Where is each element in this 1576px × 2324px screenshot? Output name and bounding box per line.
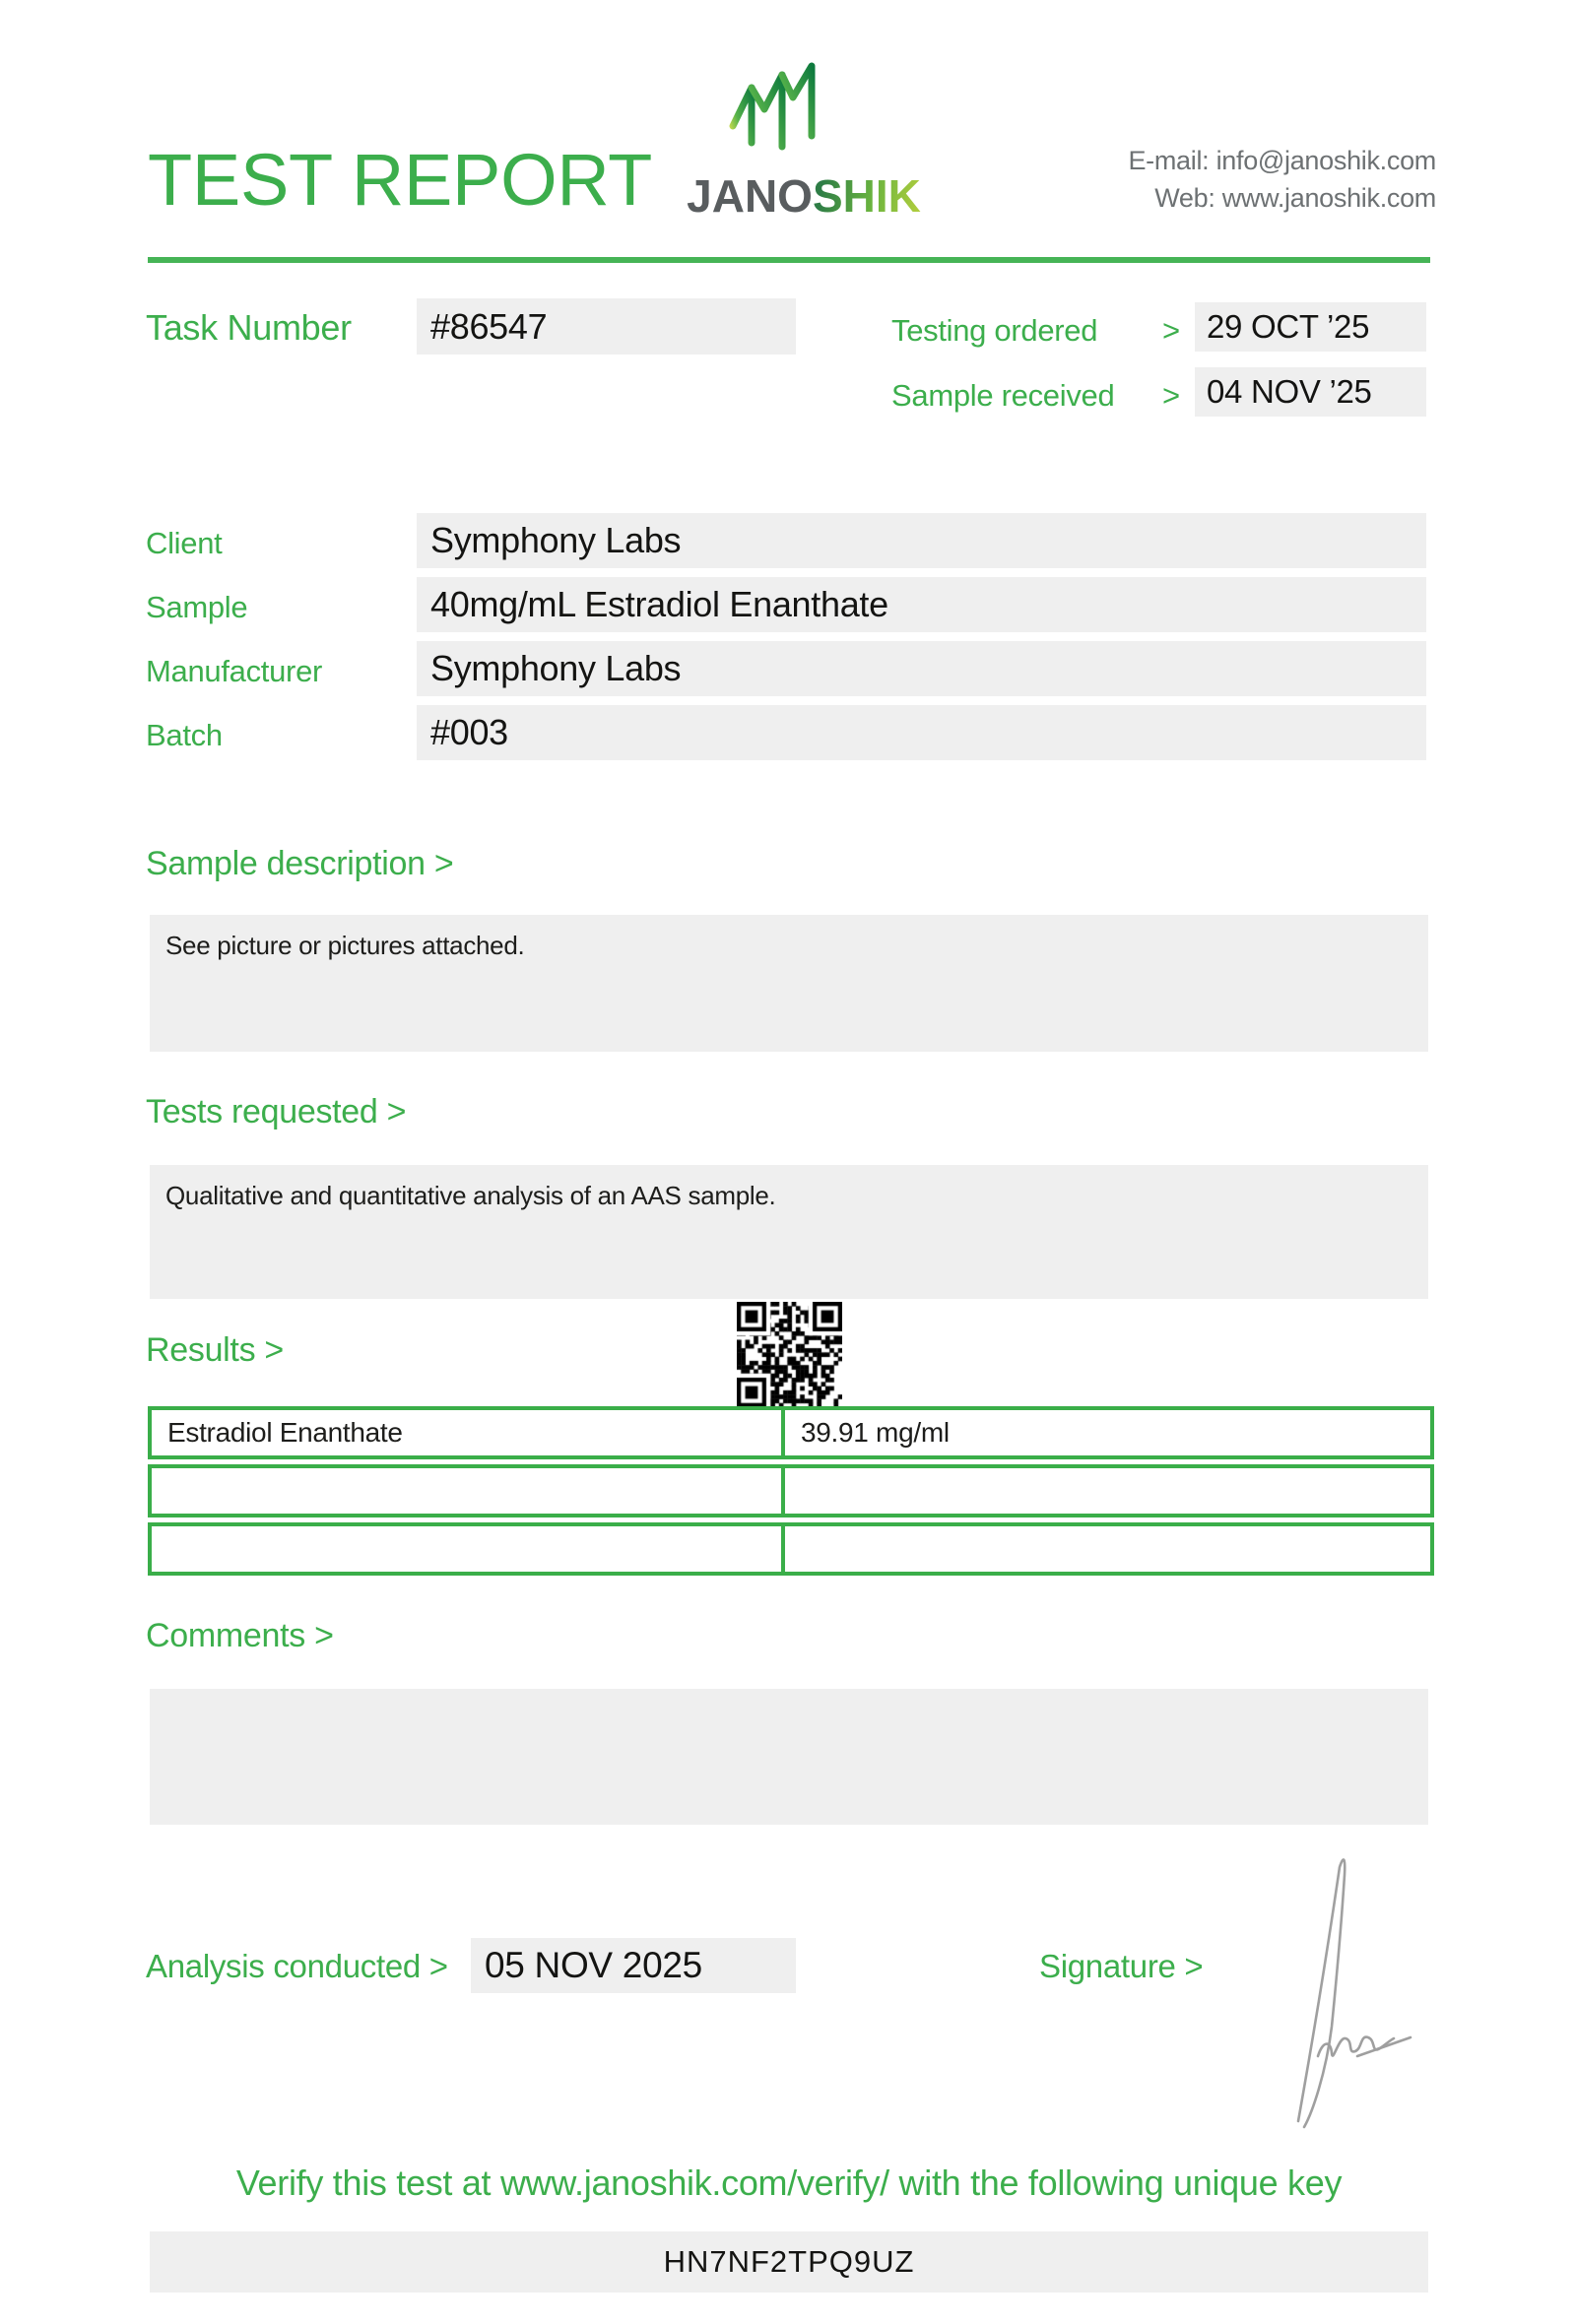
comments-title: Comments > [146,1617,334,1654]
comments-text [150,1689,1428,1705]
table-row [148,1464,1434,1517]
unique-key-field [150,2231,1428,2292]
sample-label: Sample [146,590,248,624]
table-row [148,1406,1434,1459]
sample-value: 40mg/mL Estradiol Enanthate [430,584,888,624]
sample-received-field [1195,367,1426,417]
verify-instruction: Verify this test at www.janoshik.com/verify/ with the following unique key [235,2163,1343,2203]
logo-wordmark [676,169,932,223]
batch-field [417,705,1426,760]
contact-web: Web: www.janoshik.com [1154,183,1436,213]
qr-code [737,1302,842,1407]
sample-received-value: 04 NOV ’25 [1207,373,1372,410]
task-number-value: #86547 [430,305,548,347]
tests-requested-title: Tests requested > [146,1093,407,1130]
results-table [148,1406,1434,1581]
batch-value: #003 [430,712,508,752]
signature-scribble [1261,1834,1428,2134]
batch-label: Batch [146,718,223,752]
sample-received-label: Sample received [891,378,1115,413]
task-number-label: Task Number [146,307,352,348]
analysis-conducted-label: Analysis conducted > [146,1948,448,1984]
result-value: 39.91 mg/ml [801,1417,950,1448]
comments-box [150,1689,1428,1825]
client-label: Client [146,526,223,560]
logo-shik: SHIK [812,170,921,222]
result-value [785,1468,1430,1514]
growth-chart-icon [723,61,825,172]
table-row [148,1522,1434,1576]
manufacturer-value: Symphony Labs [430,648,682,688]
testing-ordered-value: 29 OCT ’25 [1207,308,1370,345]
testing-ordered-arrow: > [1162,313,1180,348]
result-substance [152,1526,785,1572]
result-value [785,1526,1430,1572]
sample-description-box [150,915,1428,1052]
client-value: Symphony Labs [430,520,682,560]
testing-ordered-field [1195,302,1426,352]
page-title: TEST REPORT [148,139,653,221]
results-title: Results > [146,1331,284,1369]
tests-requested-text: Qualitative and quantitative analysis of an AAS sample. [165,1181,776,1210]
result-substance [152,1468,785,1514]
manufacturer-field [417,641,1426,696]
result-substance: Estradiol Enanthate [152,1410,785,1455]
sample-description-text: See picture or pictures attached. [165,931,525,960]
tests-requested-box [150,1165,1428,1299]
contact-block [1128,142,1436,217]
logo-jano: JANO [687,170,813,222]
testing-ordered-label: Testing ordered [891,313,1098,348]
contact-email: E-mail: info@janoshik.com [1128,146,1436,175]
signature-label: Signature > [1039,1948,1204,1984]
analysis-date-value: 05 NOV 2025 [485,1945,702,1985]
manufacturer-label: Manufacturer [146,654,323,688]
analysis-date-field [471,1938,796,1993]
task-number-field [417,298,796,355]
sample-field [417,577,1426,632]
sample-description-title: Sample description > [146,845,454,882]
unique-key-value: HN7NF2TPQ9UZ [663,2244,915,2279]
sample-received-arrow: > [1162,378,1180,413]
header-divider [148,257,1430,263]
client-field [417,513,1426,568]
